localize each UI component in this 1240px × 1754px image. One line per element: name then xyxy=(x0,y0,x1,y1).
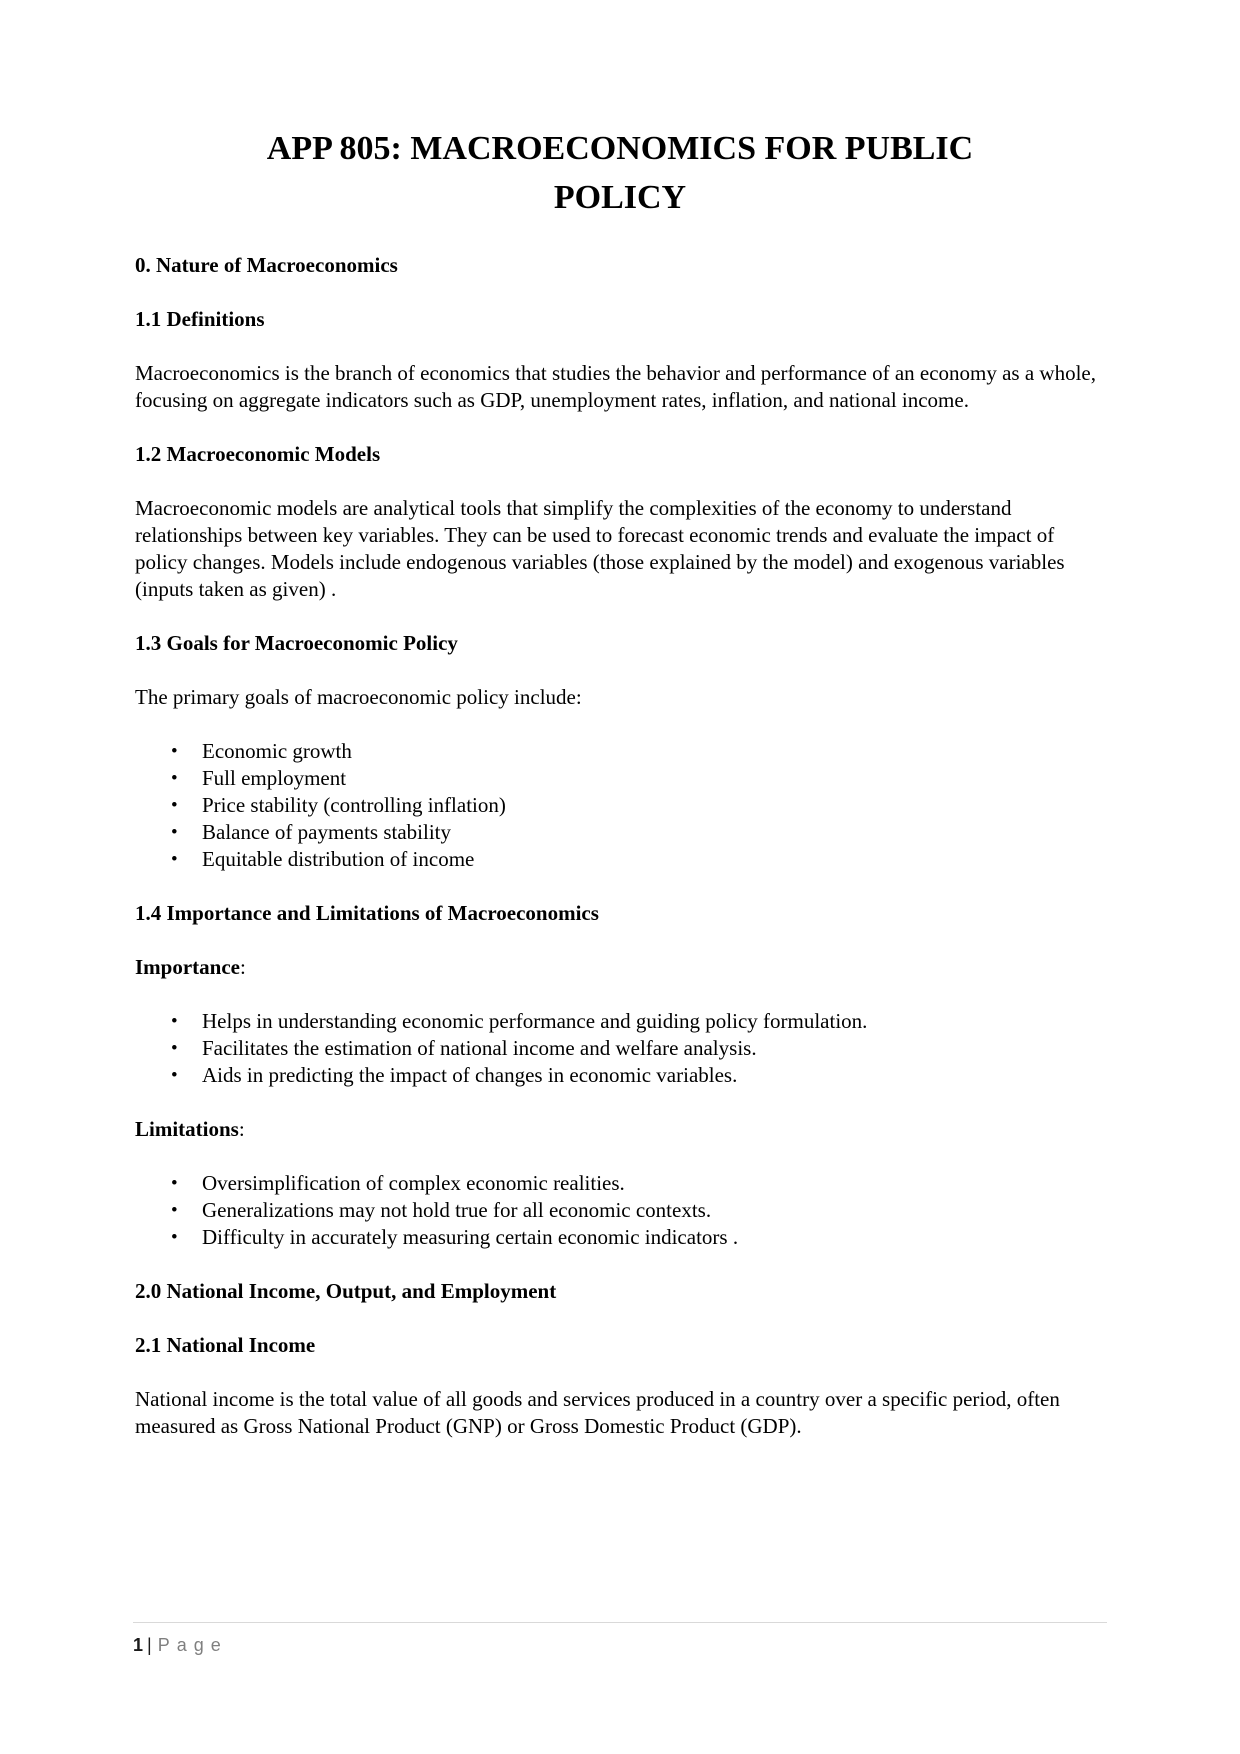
bullet-item: • Economic growth xyxy=(202,738,1105,765)
bullet-list xyxy=(135,1008,1105,1089)
bullet-item: • Generalizations may not hold true for all economic contexts. xyxy=(202,1197,1105,1224)
section-heading: 0. Nature of Macroeconomics xyxy=(135,253,398,277)
label-paragraph xyxy=(135,954,1105,981)
footer-page-label: Page xyxy=(157,1635,228,1655)
bullet-item: • Helps in understanding economic performance and guiding policy formulation. xyxy=(202,1008,1105,1035)
document-content xyxy=(135,124,1105,1467)
bullet-item: • Oversimplification of complex economic realities. xyxy=(202,1170,1105,1197)
bullet-item: • Facilitates the estimation of national income and welfare analysis. xyxy=(202,1035,1105,1062)
body-paragraph: National income is the total value of all goods and services produced in a country over a specific period, often measured as Gross National Product (GNP) or Gross Domestic Product (GDP). xyxy=(135,1387,1060,1438)
body-paragraph: Macroeconomics is the branch of economics that studies the behavior and performance of an economy as a whole, focusing on aggregate indicators such as GDP, unemployment rates, inflation, and national income. xyxy=(135,361,1096,412)
section-heading: 2.1 National Income xyxy=(135,1333,316,1357)
section-heading: 1.2 Macroeconomic Models xyxy=(135,442,381,466)
body-paragraph: The primary goals of macroeconomic policy include: xyxy=(135,685,582,709)
bullet-item: • Price stability (controlling inflation) xyxy=(202,792,1105,819)
section-heading: 1.3 Goals for Macroeconomic Policy xyxy=(135,631,458,655)
label-paragraph xyxy=(135,1116,1105,1143)
footer-separator: | xyxy=(147,1635,152,1655)
bullet-list xyxy=(135,738,1105,873)
document-title: APP 805: MACROECONOMICS FOR PUBLIC POLICY xyxy=(266,130,974,216)
document-body xyxy=(135,252,1105,1440)
bullet-item: • Aids in predicting the impact of changes in economic variables. xyxy=(202,1062,1105,1089)
label-term: Importance xyxy=(135,955,240,979)
bullet-item: • Difficulty in accurately measuring certain economic indicators . xyxy=(202,1224,1105,1251)
label-term: Limitations xyxy=(135,1117,239,1141)
label-colon: : xyxy=(239,955,246,979)
label-colon: : xyxy=(238,1117,245,1141)
section-heading: 1.4 Importance and Limitations of Macroeconomics xyxy=(135,901,599,925)
section-heading: 2.0 National Income, Output, and Employment xyxy=(135,1279,557,1303)
body-paragraph: Macroeconomic models are analytical tools that simplify the complexities of the economy to understand relationships between key variables. They can be used to forecast economic trends and evaluate the impact of policy changes. Models include endogenous variables (those explained by the model) and exogenous variables (inputs taken as given) . xyxy=(135,496,1065,601)
bullet-item: • Equitable distribution of income xyxy=(202,846,1105,873)
bullet-item: • Full employment xyxy=(202,765,1105,792)
section-heading: 1.1 Definitions xyxy=(135,307,265,331)
bullet-item: • Balance of payments stability xyxy=(202,819,1105,846)
bullet-list xyxy=(135,1170,1105,1251)
page-footer xyxy=(133,1622,1107,1656)
page-number: 1 xyxy=(133,1635,144,1655)
